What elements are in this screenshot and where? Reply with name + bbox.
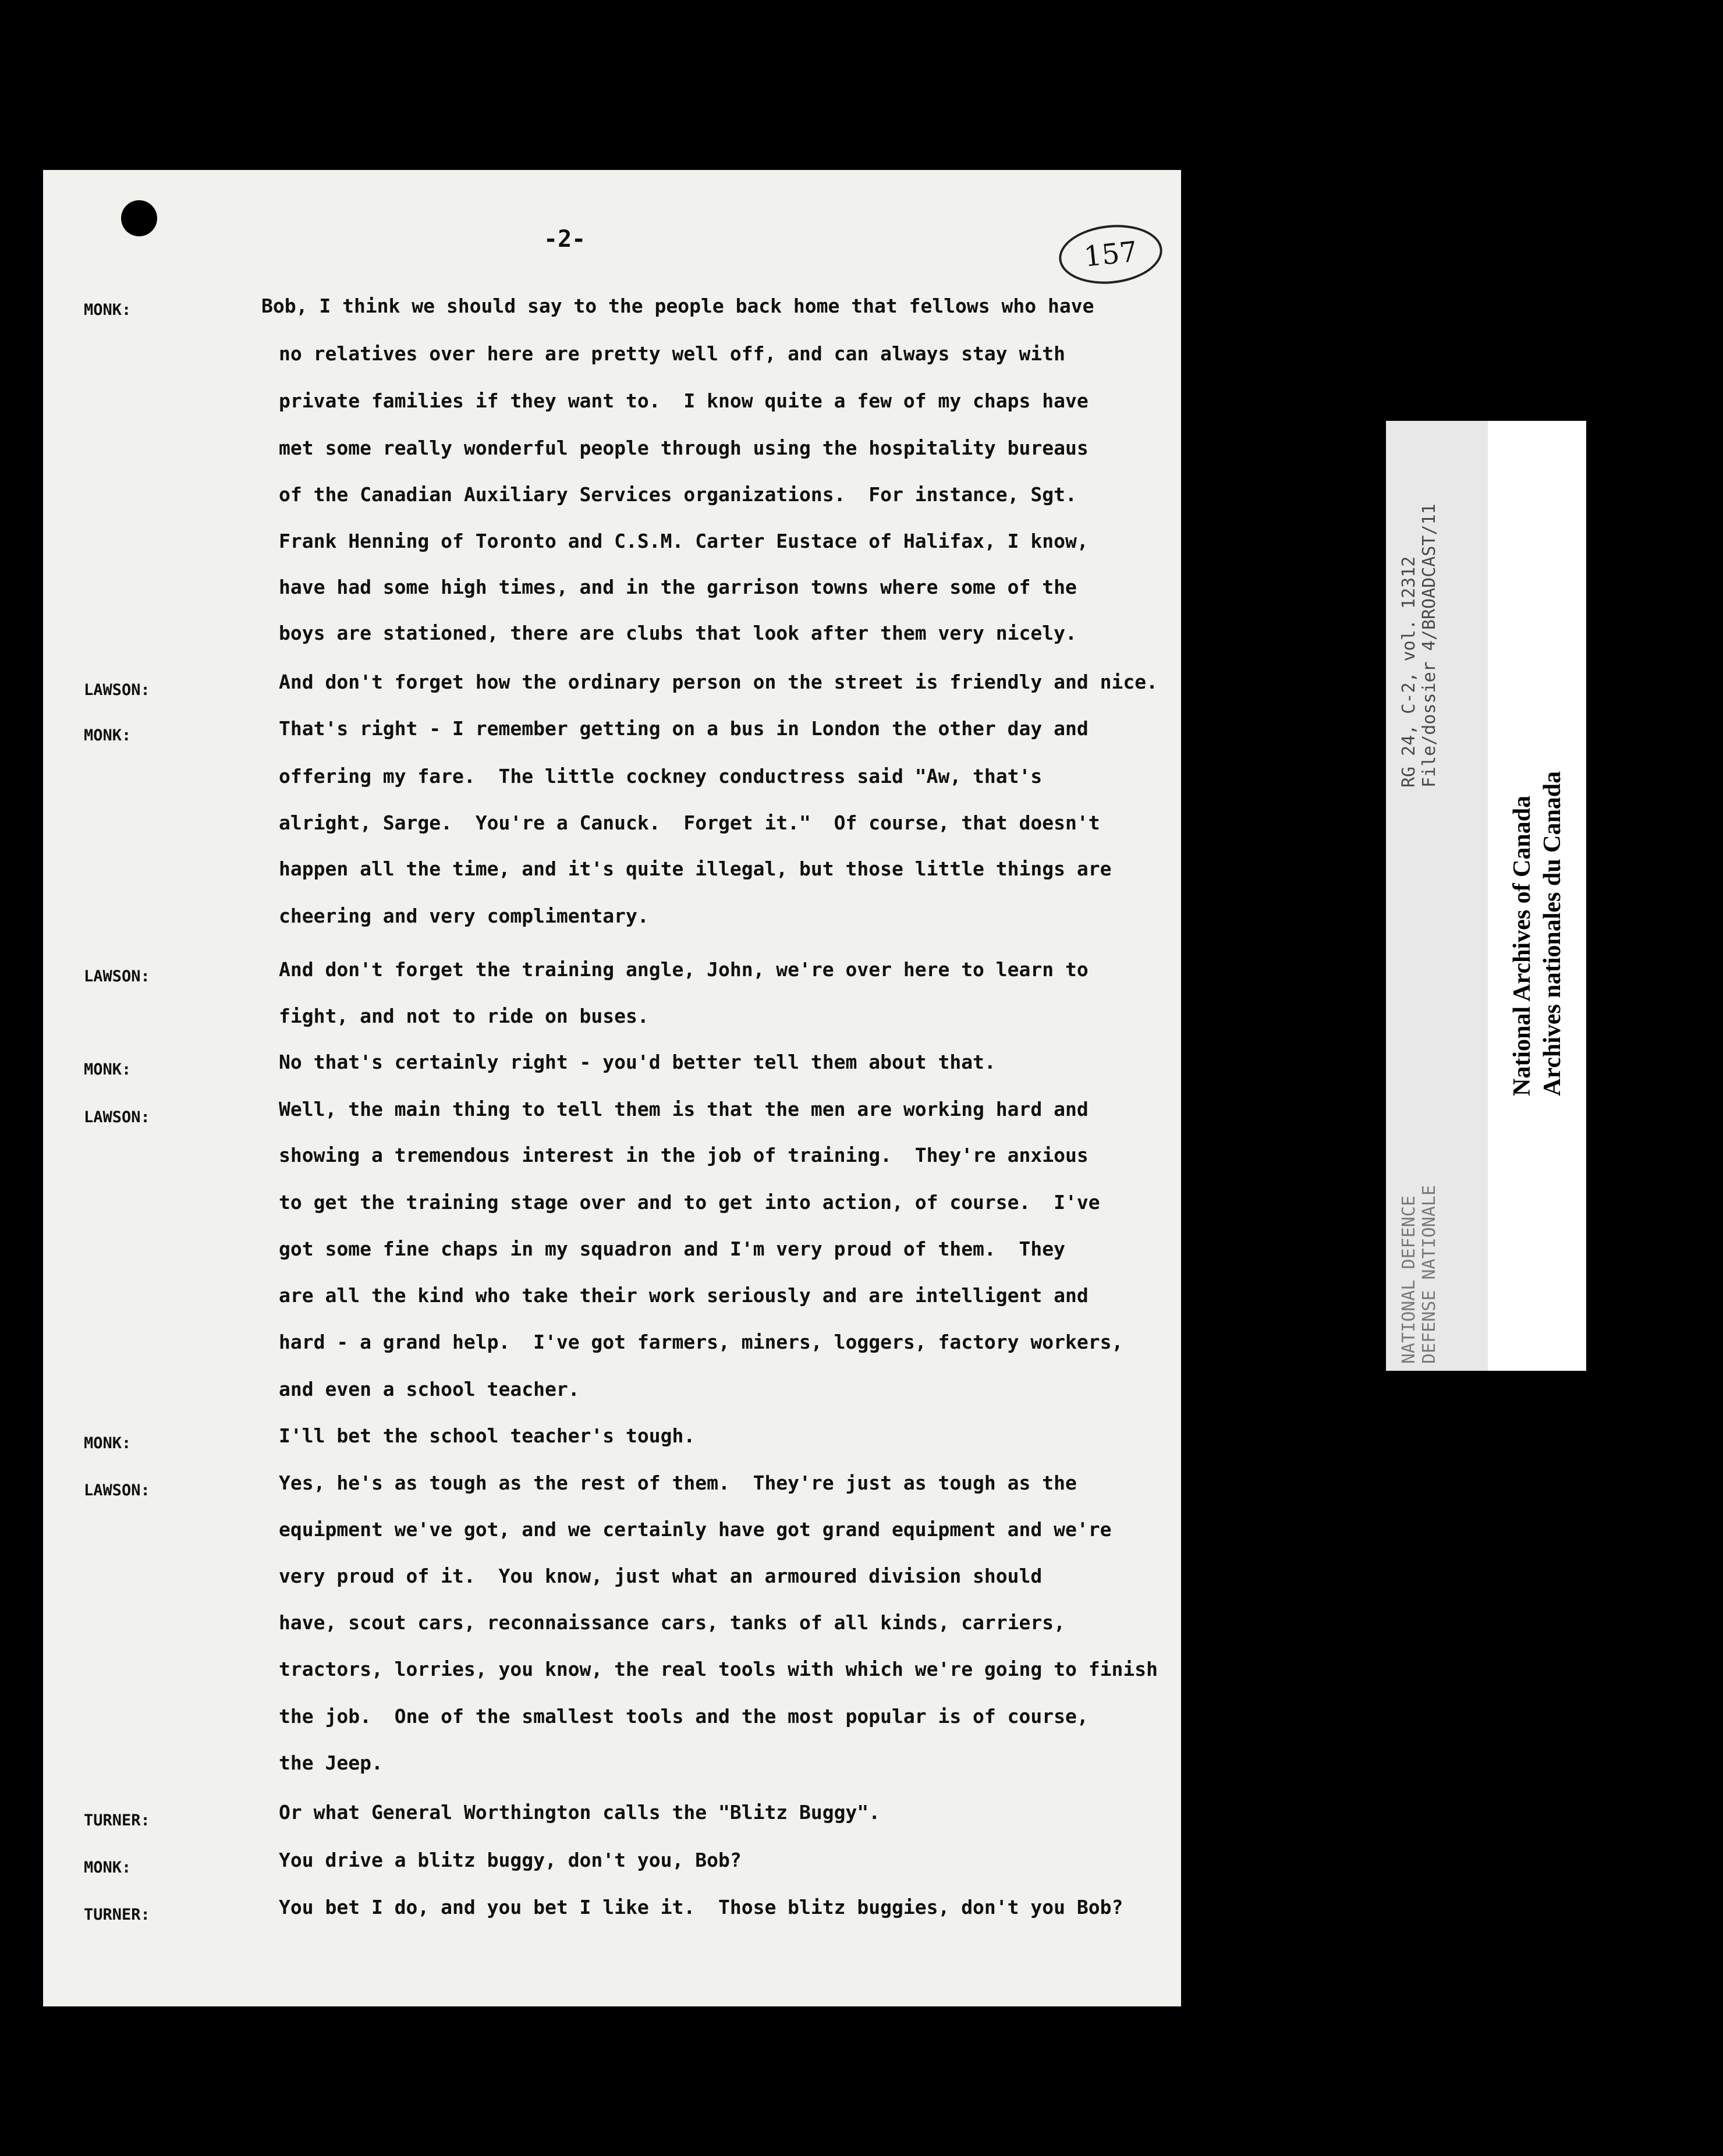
script-line: And don't forget the training angle, John, we're over here to learn to xyxy=(279,958,1089,981)
speaker-label: LAWSON: xyxy=(84,1481,150,1499)
script-line: offering my fare. The little cockney conductress said "Aw, that's xyxy=(279,765,1043,788)
script-line: tractors, lorries, you know, the real tools with which we're going to finish xyxy=(279,1658,1158,1680)
script-line: Well, the main thing to tell them is that the men are working hard and xyxy=(279,1098,1089,1120)
script-line: and even a school teacher. xyxy=(279,1378,580,1400)
script-line: the Jeep. xyxy=(279,1751,383,1774)
speaker-label: LAWSON: xyxy=(84,967,150,985)
speaker-label: TURNER: xyxy=(84,1906,150,1924)
punch-hole xyxy=(121,200,157,236)
speaker-label: MONK: xyxy=(84,1859,132,1877)
script-line: cheering and very complimentary. xyxy=(279,905,649,927)
speaker-label: MONK: xyxy=(84,1061,132,1079)
archive-reference-line-1: RG 24, C-2, vol. 12312 xyxy=(1399,556,1419,788)
script-line: Bob, I think we should say to the people back home that fellows who have xyxy=(261,295,1094,317)
script-line: to get the training stage over and to get into action, of course. I've xyxy=(279,1191,1100,1214)
script-line: fight, and not to ride on buses. xyxy=(279,1005,649,1027)
script-line: boys are stationed, there are clubs that look after them very nicely. xyxy=(279,622,1077,644)
speaker-label: TURNER: xyxy=(84,1811,150,1829)
script-line: You drive a blitz buggy, don't you, Bob? xyxy=(279,1849,742,1871)
archives-name-english: National Archives of Canada xyxy=(1509,795,1536,1096)
page-number: -2- xyxy=(544,226,586,253)
archive-label xyxy=(1386,421,1586,1371)
script-line: no relatives over here are pretty well off, and can always stay with xyxy=(279,342,1066,365)
script-line: private families if they want to. I know quite a few of my chaps have xyxy=(279,389,1089,412)
script-line: have had some high times, and in the garrison towns where some of the xyxy=(279,576,1077,598)
script-line: have, scout cars, reconnaissance cars, tanks of all kinds, carriers, xyxy=(279,1611,1066,1634)
folio-stamp xyxy=(1056,220,1165,289)
speaker-label: LAWSON: xyxy=(84,1108,150,1126)
script-line: the job. One of the smallest tools and the most popular is of course, xyxy=(279,1705,1089,1728)
script-line: met some really wonderful people through using the hospitality bureaus xyxy=(279,437,1089,459)
script-line: showing a tremendous interest in the job of training. They're anxious xyxy=(279,1144,1089,1166)
script-line: of the Canadian Auxiliary Services organizations. For instance, Sgt. xyxy=(279,483,1077,506)
script-line: are all the kind who take their work seriously and are intelligent and xyxy=(279,1284,1089,1307)
national-defence-line-1: NATIONAL DEFENCE xyxy=(1399,1196,1419,1364)
script-line: You bet I do, and you bet I like it. Those blitz buggies, don't you Bob? xyxy=(279,1896,1123,1919)
script-line: Yes, he's as tough as the rest of them. They're just as tough as the xyxy=(279,1471,1077,1494)
script-line: I'll bet the school teacher's tough. xyxy=(279,1424,696,1447)
archive-reference-line-2: File/dossier 4/BROADCAST/11 xyxy=(1419,503,1440,788)
archives-name-french: Archives nationales du Canada xyxy=(1539,771,1566,1096)
speaker-label: MONK: xyxy=(84,1434,132,1452)
speaker-label: MONK: xyxy=(84,301,132,319)
document-page xyxy=(43,170,1181,2006)
folio-number: 157 xyxy=(1082,235,1139,274)
script-line: No that's certainly right - you'd better tell them about that. xyxy=(279,1051,996,1073)
script-line: equipment we've got, and we certainly have got grand equipment and we're xyxy=(279,1518,1112,1541)
script-line: hard - a grand help. I've got farmers, miners, loggers, factory workers, xyxy=(279,1331,1123,1353)
speaker-label: LAWSON: xyxy=(84,681,150,699)
script-line: Or what General Worthington calls the "Blitz Buggy". xyxy=(279,1801,881,1824)
script-line: Frank Henning of Toronto and C.S.M. Carter Eustace of Halifax, I know, xyxy=(279,530,1089,552)
script-line: That's right - I remember getting on a bus in London the other day and xyxy=(279,717,1089,740)
script-line: And don't forget how the ordinary person on the street is friendly and nice. xyxy=(279,671,1158,693)
script-line: happen all the time, and it's quite illegal, but those little things are xyxy=(279,857,1112,880)
script-line: got some fine chaps in my squadron and I'm very proud of them. They xyxy=(279,1237,1066,1260)
script-line: very proud of it. You know, just what an armoured division should xyxy=(279,1565,1043,1587)
speaker-label: MONK: xyxy=(84,726,132,744)
script-line: alright, Sarge. You're a Canuck. Forget it." Of course, that doesn't xyxy=(279,811,1100,834)
national-defence-line-2: DEFENSE NATIONALE xyxy=(1419,1185,1440,1364)
